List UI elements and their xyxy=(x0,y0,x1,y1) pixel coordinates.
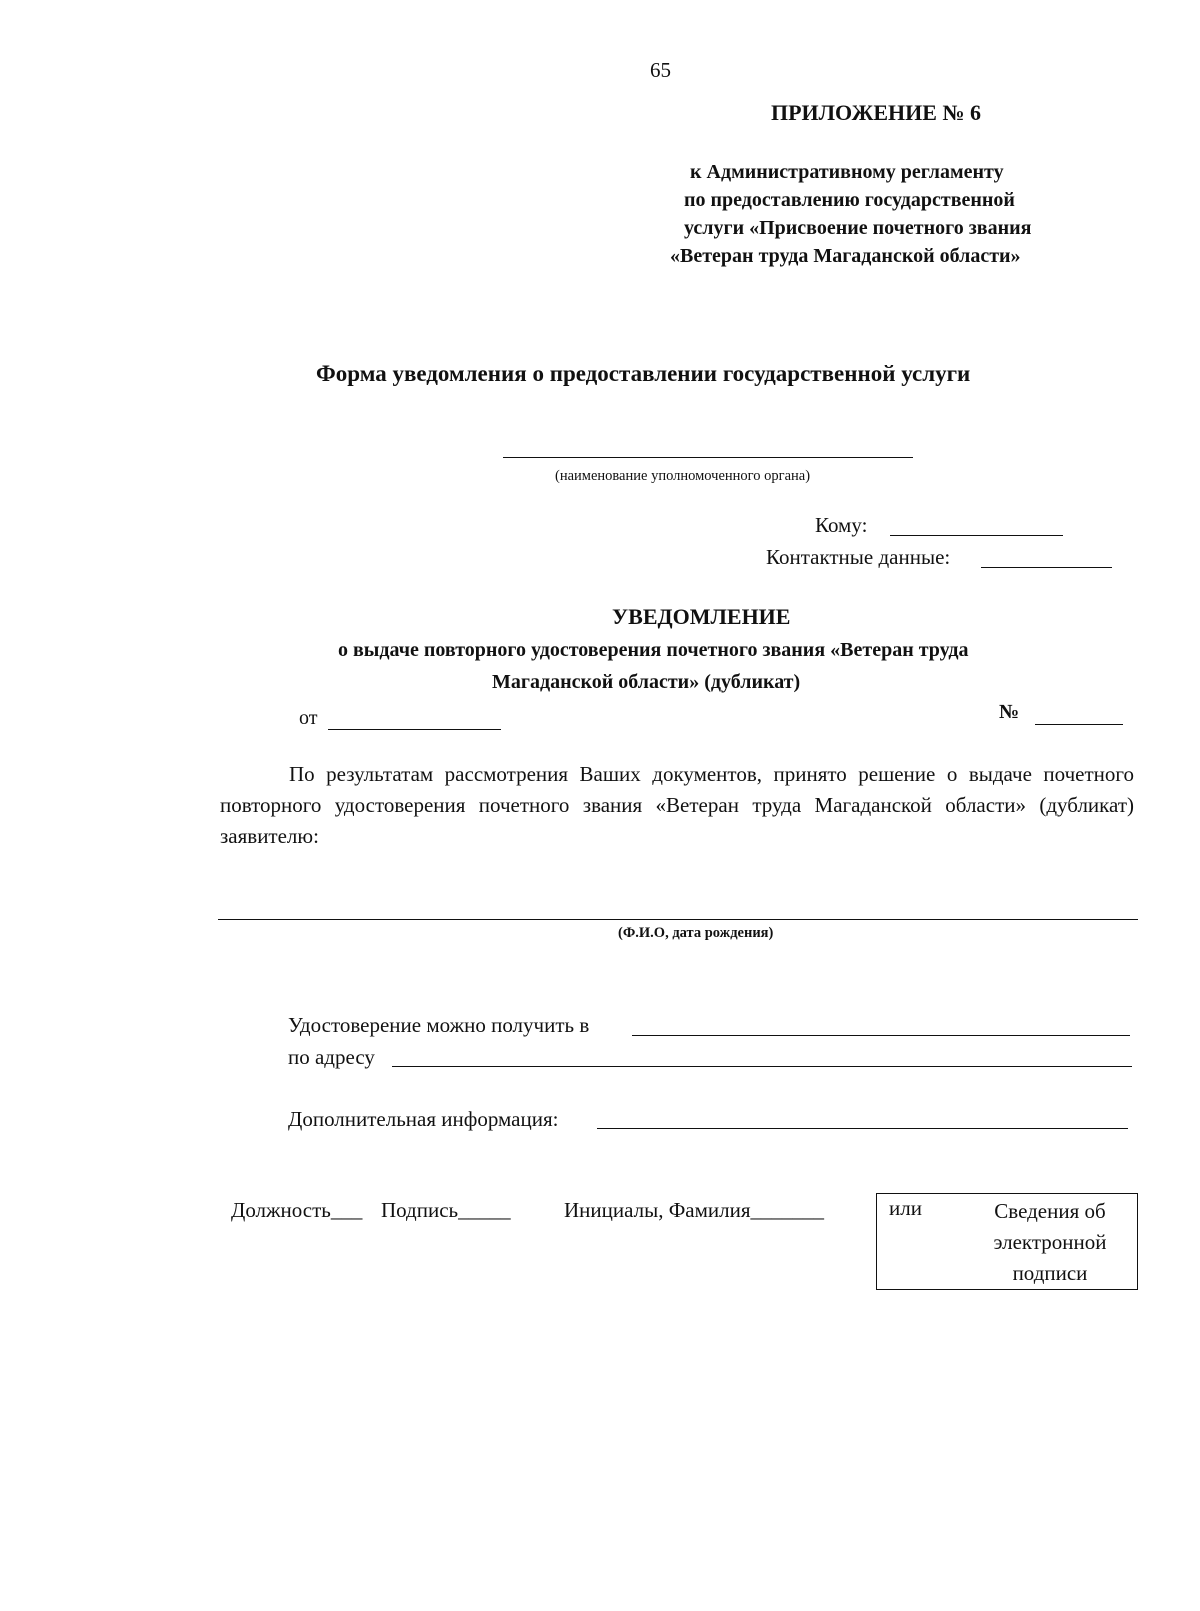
position-label: Должность___ xyxy=(231,1198,363,1222)
number-field[interactable] xyxy=(1035,724,1123,725)
additional-info-field[interactable] xyxy=(597,1128,1128,1129)
appendix-reference xyxy=(670,158,1032,270)
notice-subtitle-line: о выдаче повторного удостоверения почетного звания «Ветеран труда xyxy=(338,639,969,661)
appendix-title: ПРИЛОЖЕНИЕ № 6 xyxy=(771,100,982,125)
notice-subtitle-line: Магаданской области» (дубликат) xyxy=(492,671,801,693)
page-number: 65 xyxy=(650,58,671,82)
esig-line: подписи xyxy=(1012,1261,1088,1285)
initials-label: Инициалы, Фамилия_______ xyxy=(564,1198,825,1222)
or-label: или xyxy=(889,1196,922,1220)
applicant-fio-caption: (Ф.И.О, дата рождения) xyxy=(618,925,774,941)
address-label: по адресу xyxy=(288,1045,375,1069)
appendix-ref-line: по предоставлению государственной xyxy=(684,189,1015,211)
address-field[interactable] xyxy=(392,1066,1132,1067)
recipient-field[interactable] xyxy=(890,535,1063,536)
electronic-signature-text xyxy=(965,1196,1135,1289)
signature-label: Подпись_____ xyxy=(381,1198,511,1222)
notice-title: УВЕДОМЛЕНИЕ xyxy=(612,604,791,629)
body-paragraph: По результатам рассмотрения Ваших документов, принято решение о выдаче почетного повторного удостоверения почетного звания «Ветеран труда Магаданской области» (дубликат) заявителю: xyxy=(220,762,1134,848)
number-label: № xyxy=(999,701,1020,723)
appendix-ref-line: услуги «Присвоение почетного звания xyxy=(684,217,1032,239)
organization-name-field[interactable] xyxy=(503,457,913,458)
contact-data-label: Контактные данные: xyxy=(766,545,951,569)
date-label: от xyxy=(299,707,318,729)
electronic-signature-box xyxy=(876,1193,1138,1290)
esig-line: электронной xyxy=(993,1230,1107,1254)
recipient-label: Кому: xyxy=(815,513,868,537)
form-title: Форма уведомления о предоставлении государственной услуги xyxy=(316,361,971,386)
applicant-fio-field[interactable] xyxy=(218,919,1138,920)
appendix-ref-line: к Административному регламенту xyxy=(690,161,1004,183)
contact-data-field[interactable] xyxy=(981,567,1112,568)
esig-line: Сведения об xyxy=(994,1199,1106,1223)
organization-caption: (наименование уполномоченного органа) xyxy=(555,468,811,484)
receive-place-label: Удостоверение можно получить в xyxy=(288,1013,590,1037)
date-field[interactable] xyxy=(328,729,501,730)
receive-place-field[interactable] xyxy=(632,1035,1130,1036)
additional-info-label: Дополнительная информация: xyxy=(288,1107,559,1131)
appendix-ref-line: «Ветеран труда Магаданской области» xyxy=(670,245,1021,267)
